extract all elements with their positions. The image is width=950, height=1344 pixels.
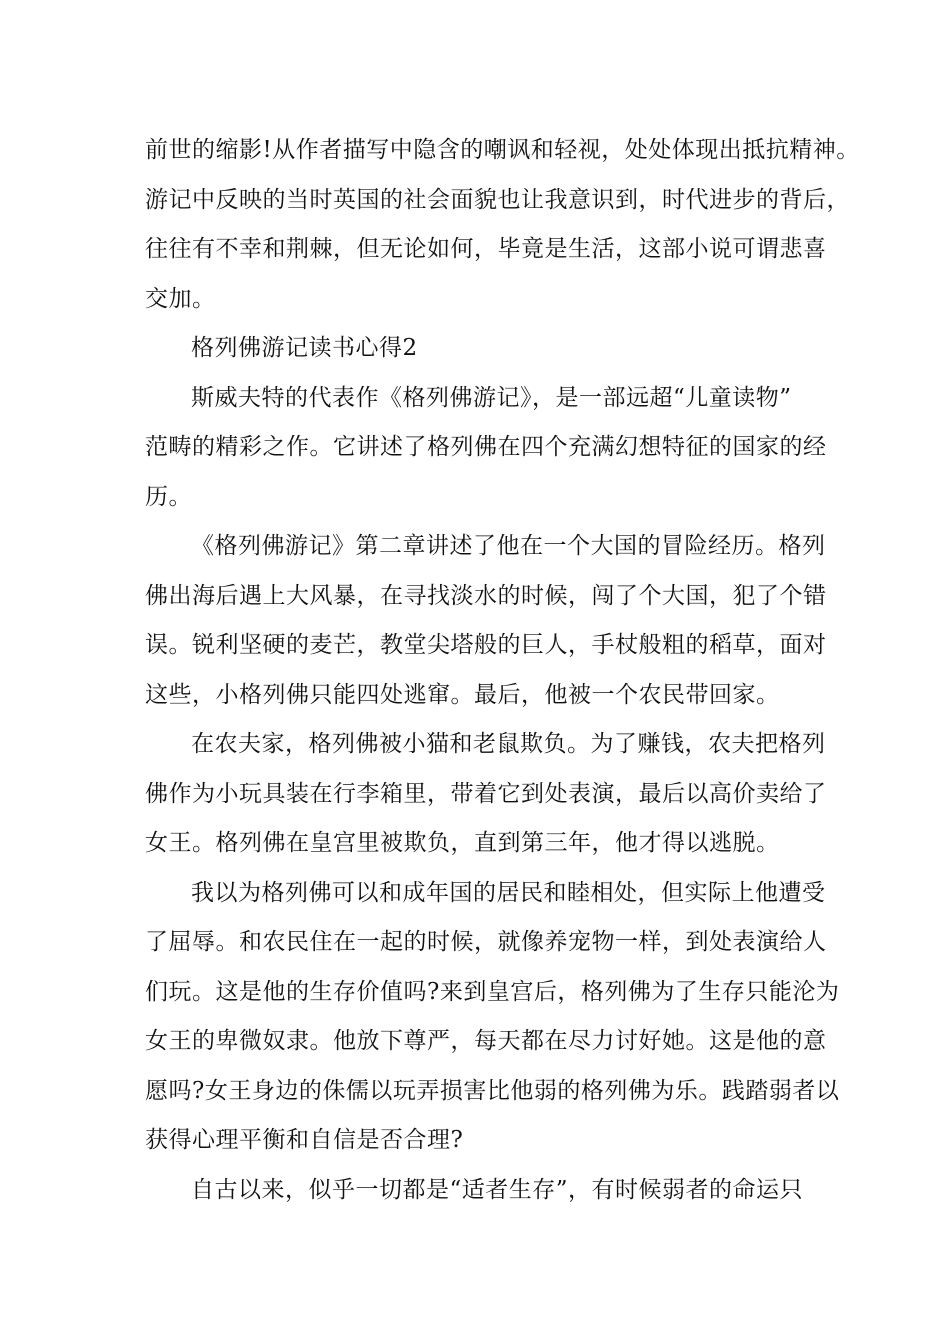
- text-line: 前世的缩影!从作者描写中隐含的嘲讽和轻视，处处体现出抵抗精神。: [145, 137, 860, 163]
- text-line: 自古以来，似乎一切都是“适者生存”，有时候弱者的命运只: [191, 1176, 804, 1203]
- text-line: 女王的卑微奴隶。他放下尊严，每天都在尽力讨好她。这是他的意: [145, 1028, 827, 1054]
- text-line: 佛作为小玩具装在行李箱里，带着它到处表演，最后以高价卖给了: [145, 780, 827, 807]
- text-line: 们玩。这是他的生存价值吗?来到皇宫后，格列佛为了生存只能沦为: [145, 978, 840, 1005]
- text-line: 误。锐利坚硬的麦芒，教堂尖塔般的巨人，手杖般粗的稻草，面对: [145, 632, 827, 658]
- text-line: 范畴的精彩之作。它讲述了格列佛在四个充满幻想特征的国家的经: [145, 434, 827, 460]
- document-body: [145, 126, 860, 1215]
- text-line: 这些，小格列佛只能四处逃窜。最后，他被一个农民带回家。: [145, 681, 780, 708]
- text-line: 了屈辱。和农民住在一起的时候，就像养宠物一样，到处表演给人: [145, 929, 827, 955]
- text-line: 愿吗?女王身边的侏儒以玩弄损害比他弱的格列佛为乐。践踏弱者以: [145, 1077, 840, 1104]
- text-line: 游记中反映的当时英国的社会面貌也让我意识到，时代进步的背后，: [145, 186, 850, 213]
- text-line: 斯威夫特的代表作《格列佛游记》，是一部远超“儿童读物”: [191, 384, 792, 411]
- text-line: 交加。: [145, 285, 216, 312]
- text-line: 女王。格列佛在皇宫里被欺负，直到第三年，他才得以逃脱。: [145, 830, 780, 856]
- text-line: 佛出海后遇上大风暴，在寻找淡水的时候，闯了个大国，犯了个错: [145, 582, 827, 609]
- text-line: 我以为格列佛可以和成年国的居民和睦相处，但实际上他遭受: [191, 879, 826, 906]
- text-line: 往往有不幸和荆棘，但无论如何，毕竟是生活，这部小说可谓悲喜: [145, 236, 827, 262]
- text-line: 历。: [145, 483, 192, 510]
- text-line: 获得心理平衡和自信是否合理?: [145, 1127, 464, 1153]
- text-line: 在农夫家，格列佛被小猫和老鼠欺负。为了赚钱，农夫把格列: [191, 731, 826, 757]
- text-line: 《格列佛游记》第二章讲述了他在一个大国的冒险经历。格列: [191, 533, 826, 559]
- section-heading: 格列佛游记读书心得2: [191, 335, 418, 361]
